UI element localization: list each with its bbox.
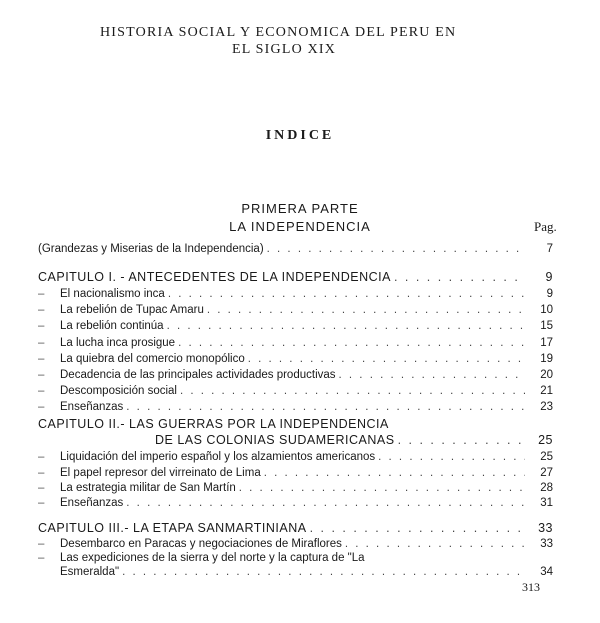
leader-dots [342,538,525,550]
dash-marker: – [38,337,45,349]
toc-entry-page: 28 [540,482,553,494]
toc-entry-label: Esmeralda" [60,566,120,578]
toc-chapter-2[interactable] [38,417,553,433]
toc-entry-label: La lucha inca prosigue [60,337,176,349]
toc-entry-label: El nacionalismo inca [60,288,165,300]
toc-entry-page: 20 [540,369,553,381]
leader-dots [307,521,525,535]
leader-dots [123,401,525,413]
toc-entry-label: La rebelión de Tupac Amaru [60,304,204,316]
dash-marker: – [38,369,45,381]
toc-entry[interactable] [38,337,553,353]
toc-entry-label: Las expediciones de la sierra y del norte y la captura de "La [60,552,365,564]
toc-entry-label: Enseñanzas [60,497,124,509]
leader-dots [264,243,525,255]
toc-entry-page: 7 [546,243,553,255]
toc-entry[interactable] [38,353,553,369]
dash-marker: – [38,320,45,332]
dash-marker: – [38,497,45,509]
toc-entry[interactable] [38,467,553,483]
toc-entry-label: Desembarco en Paracas y negociaciones de Miraflores [60,538,342,550]
toc-entry-page: 15 [540,320,553,332]
toc-entry-page: 27 [540,467,553,479]
toc-entry-label: Enseñanzas [60,401,124,413]
dash-marker: – [38,304,45,316]
book-title [100,24,500,58]
chapter-title: CAPITULO III.- LA ETAPA SANMARTINIANA [38,521,307,535]
part-title: PRIMERA PARTE [241,201,359,216]
dash-marker: – [38,353,45,365]
toc-entry-page: 10 [540,304,553,316]
toc-chapter-2-line2[interactable] [155,433,553,449]
toc-entry-page: 31 [540,497,553,509]
toc-chapter-3[interactable] [38,521,553,537]
leader-dots [336,369,525,381]
chapter-title: CAPITULO I. - ANTECEDENTES DE LA INDEPENDENCIA [38,270,391,284]
leader-dots [261,467,525,479]
leader-dots [395,433,525,447]
dash-marker: – [38,401,45,413]
toc-entry[interactable] [38,369,553,385]
dash-marker: – [38,451,45,463]
chapter-page: 33 [538,521,553,535]
dash-marker: – [38,467,45,479]
toc-entry-page: 25 [540,451,553,463]
chapter-page: 9 [545,270,553,284]
toc-entry-continued[interactable] [60,566,553,582]
toc-entry-page: 34 [540,566,553,578]
chapter-title: CAPITULO II.- LAS GUERRAS POR LA INDEPENDENCIA [38,417,389,431]
toc-chapter-1[interactable] [38,270,553,286]
leader-dots [175,337,525,349]
leader-dots [375,451,525,463]
toc-entry-label: La rebelión continúa [60,320,164,332]
toc-entry-page: 21 [540,385,553,397]
toc-entry-label: La estrategia militar de San Martín [60,482,236,494]
toc-entry-intro[interactable] [38,243,553,259]
page-number: 313 [522,580,540,594]
toc-entry[interactable] [38,288,553,304]
chapter-page: 25 [538,433,553,447]
book-title-line1: HISTORIA SOCIAL Y ECONOMICA DEL PERU EN [100,25,457,40]
toc-entry-page: 23 [540,401,553,413]
toc-entry-page: 19 [540,353,553,365]
book-title-line2: EL SIGLO XIX [232,42,337,57]
toc-entry-label: Decadencia de las principales actividades productivas [60,369,336,381]
leader-dots [204,304,525,316]
toc-entry[interactable] [38,451,553,467]
leader-dots [164,320,525,332]
leader-dots [119,566,525,578]
toc-entry[interactable] [38,304,553,320]
toc-entry-label: Descomposición social [60,385,177,397]
toc-entry-label: Liquidación del imperio español y los alzamientos americanos [60,451,376,463]
toc-entry[interactable] [38,385,553,401]
leader-dots [391,270,525,284]
toc-entry-label: La quiebra del comercio monopólico [60,353,245,365]
toc-entry-page: 17 [540,337,553,349]
part-subtitle: LA INDEPENDENCIA [229,219,371,234]
leader-dots [245,353,525,365]
chapter-title-continued: DE LAS COLONIAS SUDAMERICANAS [155,433,395,447]
leader-dots [165,288,525,300]
toc-entry-page: 9 [546,288,553,300]
toc-entry[interactable] [38,320,553,336]
dash-marker: – [38,288,45,300]
toc-entry-page: 33 [540,538,553,550]
leader-dots [236,482,525,494]
dash-marker: – [38,552,45,564]
leader-dots [177,385,525,397]
dash-marker: – [38,482,45,494]
leader-dots [123,497,525,509]
toc-entry[interactable] [38,497,553,513]
toc-entry-label: El papel represor del virreinato de Lima [60,467,261,479]
index-heading: INDICE [265,128,335,143]
page-column-label: Pag. [534,219,557,234]
dash-marker: – [38,538,45,550]
toc-entry-label: (Grandezas y Miserias de la Independencia) [38,243,264,255]
toc-entry[interactable] [38,482,553,498]
toc-entry[interactable] [38,401,553,417]
dash-marker: – [38,385,45,397]
